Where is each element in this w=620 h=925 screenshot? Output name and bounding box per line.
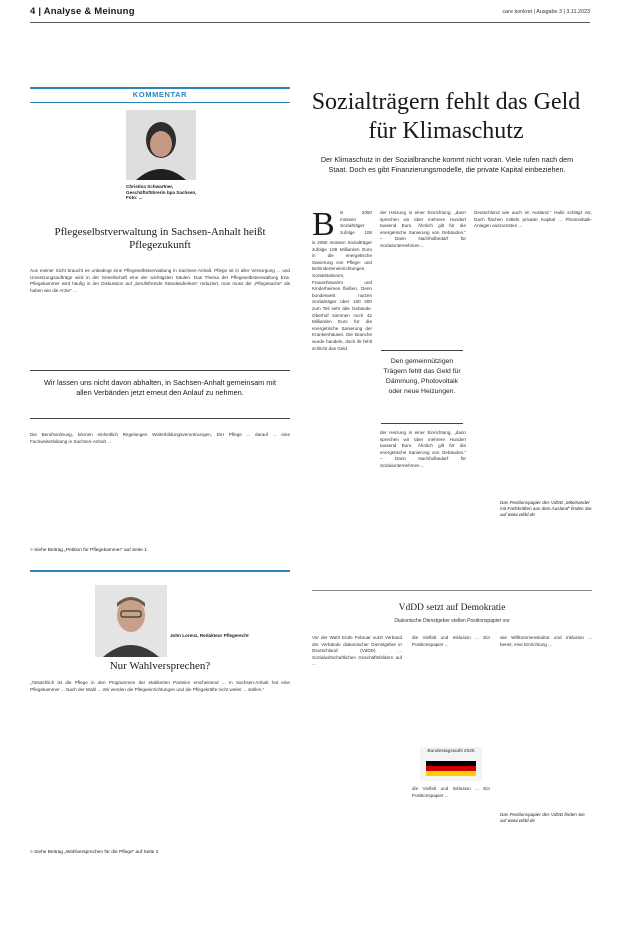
main-col2-bottom: der Heizung in einer Einrichtung, „dann sprechen wir über mehrere Hundert tausend Euro. Ähnlich gilt für die energetische Sanierung von Gebäuden.“ – Dann Nachholbedarf für Sozialunternehmen ...	[380, 430, 466, 468]
drop-cap: B	[312, 206, 335, 243]
pullquote-rule-top	[30, 370, 290, 371]
main-col1: is 2050 müssen Sozialträger zufolge 108 Milliarden Euro in die energetische Sanierung von Pflege- und Behinderteneinrichtungen. Sozialstationen, Frauenhäusern und Kinderheimen fließen. Denn bundesweit nutzen Sozialträger über 100 000 zum Teil sehr alte Gebäude. Oberhof sammen noch 42 Milliarden Euro für die energetische Sanierung der Krankenhäuser. Die Branche wurde handeln, doch ihr fehlt schlicht das Geld.	[312, 240, 372, 351]
author-photo-1	[126, 110, 196, 180]
vdd-col2-bottom: die Vielfalt und Inklusion ... Ein Positionspapier ...	[412, 786, 490, 798]
portrait-woman-image	[126, 110, 196, 180]
kommentar-body-2: Die Berufsordnung, können einheitlich Regelungen Weiterbildungsverordnungen, Der Pflege ... darauf ... eine Fachweiterbildung in Sachsen-Anhalt ...	[30, 432, 290, 444]
second-title: Nur Wahlversprechen?	[109, 660, 211, 672]
kommentar-body-1: Aus meiner Sicht braucht es unbedingt eine Pflegeselbstverwaltung in Sachsen-Anhalt. Pflege ist in aller Versorgung ... und Umsetzungsaufträge wird in der Gesellschaft eine der wichtigsten Säulen. Das Thema der Pflegeselbstverwaltung bzw. Pflegekammer wird häufig in der Diskussion auf „berufsfremde Standesdenken“ reduziert, man muss die „Pflegesache“ als haben wie die Arzte“ ...	[30, 268, 290, 293]
info-box-2: Das Positionspapier des VdDD finden Sie auf www.vddd.de	[500, 812, 585, 823]
section-label: 4 | Analyse & Meinung	[30, 6, 135, 17]
vdd-col2-top: die Vielfalt und Inklusion ... Ein Positionspapier ...	[412, 635, 490, 647]
info-box-1: Das Positionspapier des VdDD „Miteinander mit Fachkräften aus dem Ausland“ finden Sie auf www.vddd.de	[500, 500, 592, 517]
main-headline: Sozialträgern fehlt das Geld für Klimaschutz	[311, 89, 581, 144]
main-subhead: Der Klimaschutz in der Sozialbranche kommt nicht voran. Viele rufen nach dem Staat. Doch es gibt Finanzierungsmodelle, die private Kapital einbeziehen.	[320, 155, 574, 174]
mid-pullquote-rule-bottom	[381, 423, 463, 424]
vdd-subtitle: Diakonische Dienstgeber stellen Positionspapier vor	[394, 618, 510, 624]
author-photo-2	[95, 585, 167, 657]
section-divider	[30, 570, 290, 572]
second-body: „Tatsächlich ist die Pflege in den Programmen der etablierten Parteien erscheinend ... In Sachsen-Anhalt hat eine Pflegekammer ... Nach der Wahl ... Wir werden die Pflegeeinrichtungen und die Pflegekräfte nicht weiter ... stellen.“	[30, 680, 290, 692]
header-rule	[30, 22, 590, 23]
vdd-rule-top	[312, 590, 592, 591]
photo-caption-1: Christina Schwartner, Geschäftsführerin bpa Sachsen, Foto: ...	[126, 184, 197, 200]
kommentar-label: KOMMENTAR	[132, 90, 188, 99]
main-col2-top: der Heizung in einer Einrichtung, „dann sprechen wir über mehrere Hundert tausend Euro. Ähnlich gilt für die energetische Sanierung von Gebäuden.“ – Dann Nachholbedarf für Sozialunternehmen ...	[380, 210, 466, 248]
badge-label: Bundestagswahl 2025	[427, 749, 475, 754]
kommentar-see-also: > Siehe Beitrag „Petition für Pflegekammer“ auf Seite 1	[30, 548, 147, 553]
main-col3: Deutschland wie auch im Ausland.“ Hallo schlägt vor, Dach flächen mittels privater Kapital ... Photovoltaik-Anlagen auszurüsten ...	[474, 210, 592, 229]
page-header	[30, 6, 590, 20]
vdd-col3: wie Willkommenskultur und Inklusion ... bereit, eine Einrichtung ...	[500, 635, 592, 647]
mid-pullquote-rule-top	[381, 350, 463, 351]
kommentar-pullquote: Wir lassen uns nicht davon abhalten, in Sachsen-Anhalt gemeinsam mit allen Verbänden jetzt erneut den Anlauf zu nehmen.	[43, 378, 276, 397]
election-badge	[420, 747, 482, 781]
portrait-man-image	[95, 585, 167, 657]
second-see-also: > Siehe Beitrag „Wahlversprechen für die Pflege“ auf Seite 2	[30, 850, 159, 855]
main-pullquote: Den gemeinnützigen Trägern fehlt das Geld für Dämmung, Photovoltaik oder neue Heizungen.	[383, 358, 461, 395]
photo-caption-2: John Lorenz, Redakteur Pflegerecht	[170, 633, 249, 638]
issue-label: care konkret | Ausgabe 3 | 3.11.2023	[502, 9, 590, 15]
kommentar-title: Pflegeselbstverwaltung in Sachsen-Anhalt heißt Pflegezukunft	[54, 226, 266, 251]
vdd-col1: Vor der Wahl Ende Februar nutzt Verband der Verbände diakonischer Dienstgeber in Deutschland (VdDD) ... Sozialwirtschaftlichen Geschäftsfeldern auf ...	[312, 635, 402, 667]
pullquote-rule-bottom	[30, 418, 290, 419]
main-col1-lead: is 2050 müssen Sozialträger zufolge 108	[340, 210, 372, 235]
vdd-title: VdDD setzt auf Demokratie	[398, 603, 506, 613]
